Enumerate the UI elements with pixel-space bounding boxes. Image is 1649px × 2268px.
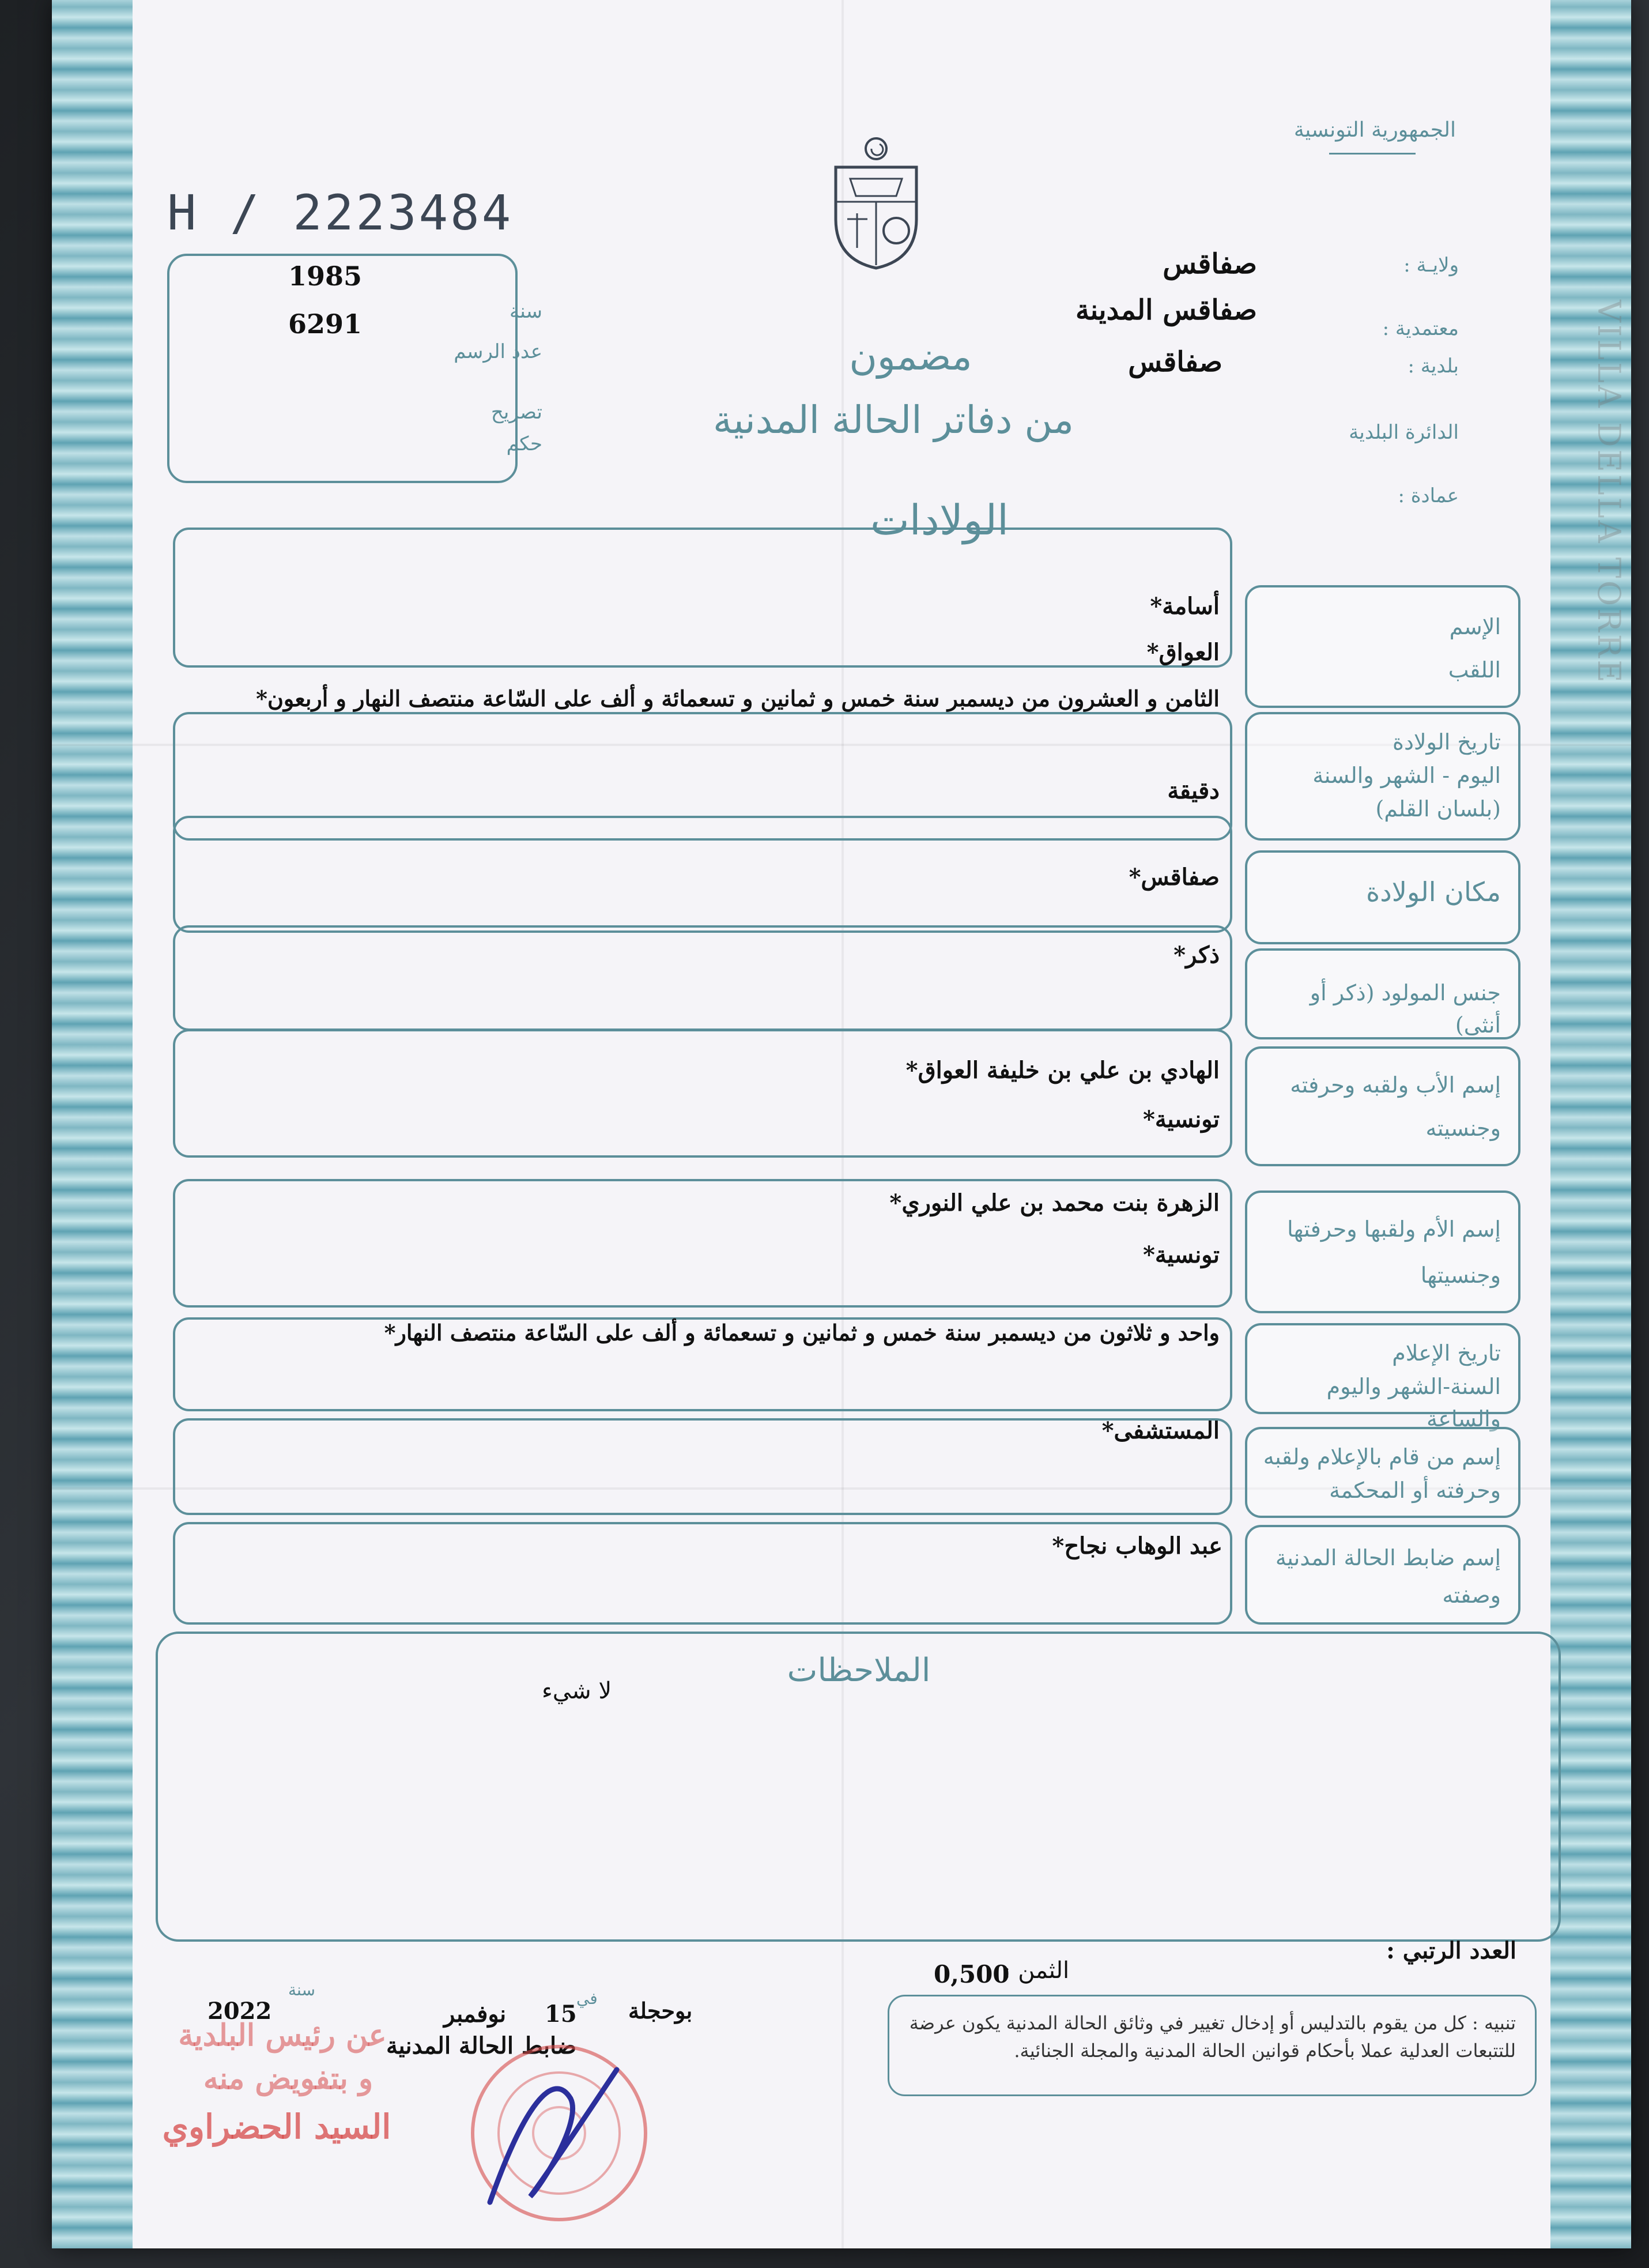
notes-value: لا شيء — [542, 1678, 612, 1704]
municipality-label: بلدية : — [1408, 355, 1459, 378]
field-label: مكان الولادة — [1366, 876, 1501, 907]
father-nationality-value: تونسية* — [1142, 1106, 1220, 1133]
issue-place: بوحجلة — [628, 1998, 693, 2024]
republic-heading: الجمهورية التونسية — [1293, 118, 1456, 142]
field-label-box-declaration-date — [1245, 1323, 1520, 1431]
coat-of-arms-icon — [818, 133, 934, 271]
legal-notice-text: تنبيه : كل من يقوم بالتدليس أو إدخال تغيير في وثائق الحالة المدنية يكون عرضة للتتبعات العدلية عملا بأحكام قوانين الحالة المدنية والمجلة الجنائية. — [909, 2012, 1516, 2062]
municipality-value: صفاقس — [1128, 346, 1222, 378]
delegation-stamp-line-1: عن رئيس البلدية — [178, 2018, 387, 2053]
field-label: تاريخ الولادة — [1393, 729, 1501, 755]
mother-nationality-value: تونسية* — [1142, 1241, 1220, 1268]
delegation-label: معتمدية : — [1382, 317, 1459, 340]
mother-name-value: الزهرة بنت محمد بن علي النوري* — [889, 1189, 1220, 1216]
declaration-date-value: واحد و ثلاثون من ديسمبر سنة خمس و ثمانين و تسعمائة و ألف على السّاعة منتصف النهار* — [384, 1320, 1220, 1346]
price-label: الثمن : — [1003, 1957, 1070, 1984]
registry-declaration-label: تصريح — [490, 401, 542, 424]
guilloche-border-left — [52, 0, 133, 2248]
officer-name-value: عبد الوهاب نجاح* — [1052, 1532, 1222, 1559]
header-divider — [1329, 153, 1416, 155]
field-label: إسم الأم ولقبها وحرفتها — [1287, 1216, 1501, 1242]
last-name-value: العواق* — [1146, 639, 1220, 666]
field-label-box-name — [1245, 585, 1520, 708]
first-name-value: أسامة* — [1150, 593, 1220, 620]
sex-value: ذكر* — [1173, 941, 1220, 969]
birth-date-value-continued: دقيقة — [1167, 777, 1220, 804]
municipal-district-label: الدائرة البلدية — [1349, 421, 1459, 444]
section-title-births: الولادات — [870, 496, 1009, 544]
governorate-value: صفاقس — [1163, 248, 1257, 280]
registry-year: 1985 — [288, 261, 363, 292]
side-watermark: VILLA DELLA TORRE — [1591, 300, 1627, 685]
field-label: (بلسان القلم) — [1375, 796, 1501, 822]
issue-day: 15 — [545, 2000, 577, 2028]
field-value-box-declarant — [173, 1418, 1232, 1515]
issue-in-label: في — [576, 1989, 598, 2008]
registry-judgment-label: حكم — [506, 432, 542, 455]
delegation-stamp-line-2: و بتفويض منه — [203, 2061, 373, 2096]
declarant-value: المستشفى* — [1101, 1417, 1220, 1444]
field-label-box-father — [1245, 1046, 1520, 1166]
certificate-serial-number: H / 2223484 — [167, 184, 514, 241]
field-label: اليوم - الشهر والسنة — [1312, 763, 1501, 788]
delegation-stamp-line-3: السيد الحضراوي — [162, 2107, 391, 2146]
registry-year-label: سنة — [510, 300, 542, 323]
delegation-value: صفاقس المدينة — [1076, 294, 1257, 326]
field-label-box-birth-place — [1245, 850, 1520, 944]
field-label-box-sex — [1245, 948, 1520, 1039]
field-label-box-mother — [1245, 1190, 1520, 1313]
municipal-seal-stamp-icon — [455, 2035, 663, 2231]
registry-record-number-label: عدد الرسم — [454, 340, 542, 363]
field-label: إسم الأب ولقبه وحرفته — [1290, 1072, 1501, 1098]
issue-year: 2022 — [207, 1998, 272, 2025]
field-label: وجنسيته — [1425, 1116, 1501, 1141]
father-name-value: الهادي بن علي بن خليفة العواق* — [905, 1057, 1220, 1084]
document-subtitle: من دفاتر الحالة المدنية — [713, 398, 1074, 442]
price-value: 0,500 — [934, 1960, 1010, 1988]
governorate-label: ولايـة : — [1403, 254, 1459, 277]
document-title: مضمون — [849, 334, 972, 379]
field-value-box-father — [173, 1029, 1232, 1158]
field-label: تاريخ الإعلام — [1392, 1340, 1501, 1366]
field-label: اللقب — [1448, 657, 1501, 683]
field-label-box-birth-date — [1245, 712, 1520, 841]
civil-status-officer-label: ضابط الحالة المدنية — [386, 2032, 577, 2059]
field-label-box-officer — [1245, 1525, 1520, 1625]
field-label: إسم من قام بالإعلام ولقبه — [1263, 1444, 1501, 1470]
registry-record-number: 6291 — [288, 308, 363, 340]
birth-place-value: صفاقس* — [1129, 864, 1220, 891]
issue-month: نوفمبر — [444, 2000, 507, 2028]
issue-year-label: سنة — [288, 1980, 315, 1999]
field-label: وصفته — [1442, 1583, 1501, 1608]
field-label-box-declarant — [1245, 1427, 1520, 1518]
field-label: السنة-الشهر واليوم والساعة — [1326, 1374, 1501, 1431]
field-value-box-birth-place — [173, 816, 1232, 933]
field-label: جنس المولود (ذكر أو أنثى) — [1310, 980, 1501, 1038]
field-label: وجنسيتها — [1420, 1263, 1501, 1288]
field-label: الإسم — [1449, 614, 1501, 639]
notes-label: الملاحظات — [787, 1652, 931, 1689]
field-value-box-name — [173, 528, 1232, 668]
field-label: وحرفته أو المحكمة — [1329, 1478, 1501, 1503]
field-value-box-sex — [173, 925, 1232, 1031]
serial-number-label: العدد الرتبي : — [1386, 1937, 1516, 1964]
field-label: إسم ضابط الحالة المدنية — [1275, 1545, 1501, 1570]
birth-date-value: الثامن و العشرون من ديسمبر سنة خمس و ثمانين و تسعمائة و ألف على السّاعة منتصف النهار و أربعون* — [256, 685, 1220, 711]
sector-label: عمادة : — [1398, 484, 1459, 507]
